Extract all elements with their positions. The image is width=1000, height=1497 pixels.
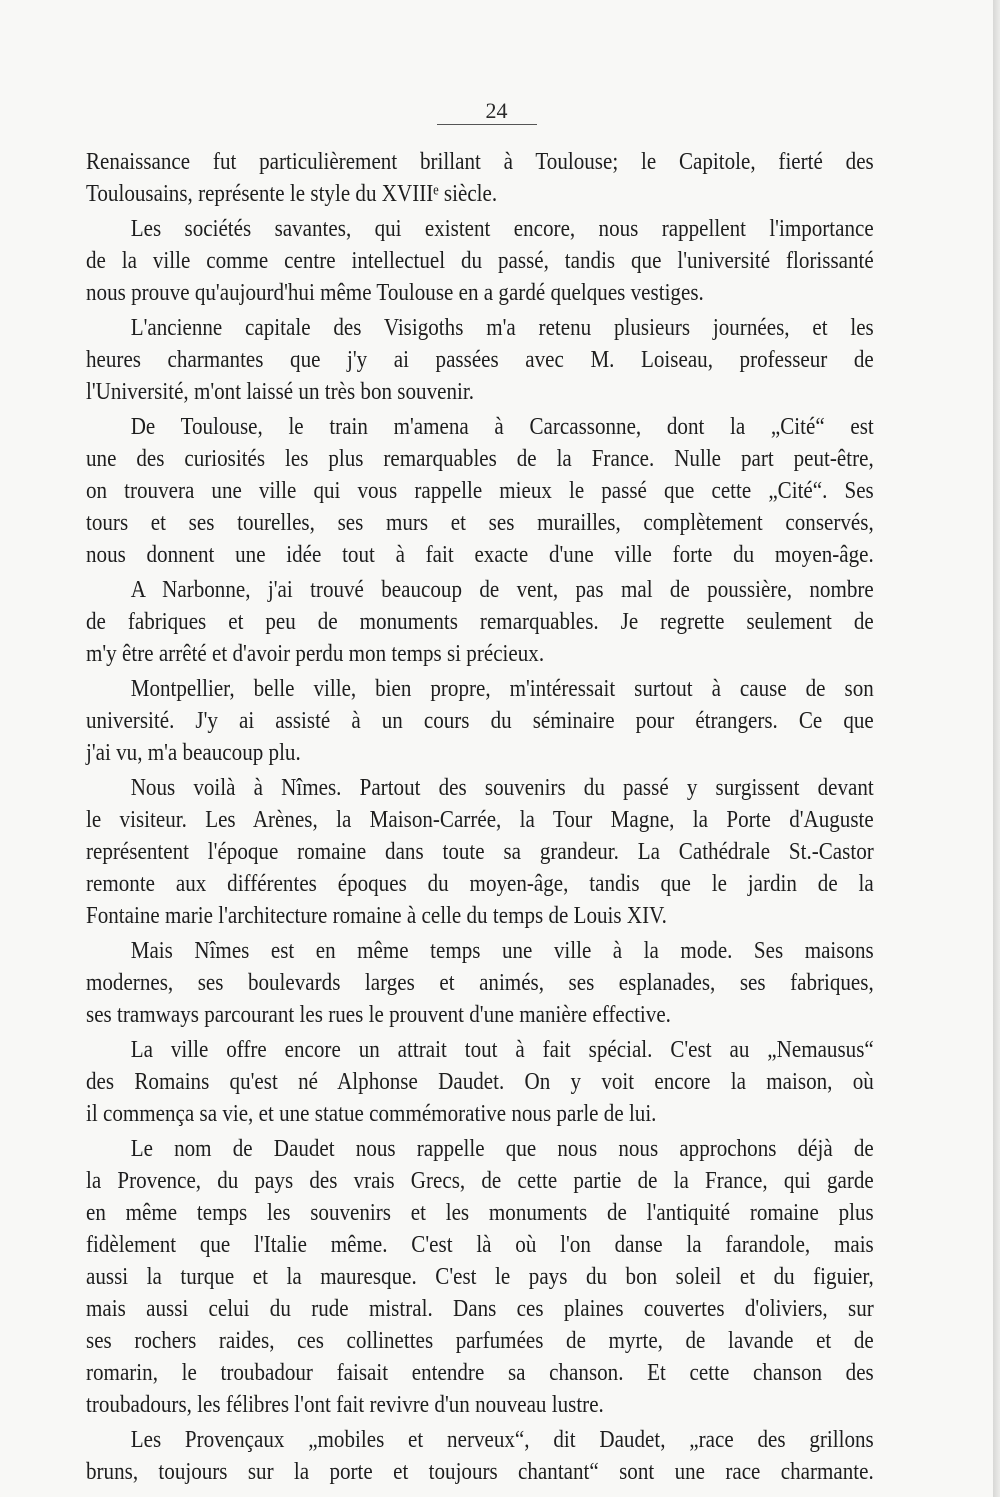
text-line: en même temps les souvenirs et les monuments de l'antiquité romaine plus (86, 1199, 874, 1226)
text-line: romarin, le troubadour faisait entendre sa chanson. Et cette chanson des (86, 1359, 874, 1386)
text-line: Les Provençaux „mobiles et nerveux“, dit Daudet, „race des grillons (130, 1426, 874, 1453)
text-line: fidèlement que l'Italie même. C'est là où l'on danse la farandole, mais (86, 1231, 874, 1258)
body-text (86, 146, 874, 1488)
text-line: de la ville comme centre intellectuel du passé, tandis que l'université florissanté (86, 247, 874, 274)
page-number-rule (437, 124, 537, 125)
text-line: ses tramways parcourant les rues le prouvent d'une manière effective. (86, 1001, 671, 1028)
text-line: Montpellier, belle ville, bien propre, m'intéressait surtout à cause de son (130, 675, 874, 702)
text-line: troubadours, les félibres l'ont fait revivre d'un nouveau lustre. (86, 1391, 604, 1418)
text-line: Renaissance fut particulièrement brillant à Toulouse; le Capitole, fierté des (86, 148, 874, 175)
text-line: m'y être arrêté et d'avoir perdu mon temps si précieux. (86, 640, 545, 667)
text-line: de fabriques et peu de monuments remarquables. Je regrette seulement de (86, 608, 874, 635)
paragraph (86, 146, 874, 210)
text-line: bruns, toujours sur la porte et toujours chantant“ sont une race charmante. (86, 1458, 874, 1485)
paragraph (86, 673, 874, 769)
text-line: nous prouve qu'aujourd'hui même Toulouse en a gardé quelques vestiges. (86, 279, 704, 306)
text-line: j'ai vu, m'a beaucoup plu. (86, 739, 301, 766)
text-line: Les sociétés savantes, qui existent encore, nous rappellent l'importance (130, 215, 874, 242)
paragraph (86, 312, 874, 408)
paragraph (86, 935, 874, 1031)
text-line: La ville offre encore un attrait tout à fait spécial. C'est au „Nemausus“ (130, 1036, 874, 1063)
text-line: ses rochers raides, ces collinettes parfumées de myrte, de lavande et de (86, 1327, 874, 1354)
text-line: des Romains qu'est né Alphonse Daudet. On y voit encore la maison, où (86, 1068, 874, 1095)
text-line: la Provence, du pays des vrais Grecs, de cette partie de la France, qui garde (86, 1167, 874, 1194)
text-line: De Toulouse, le train m'amena à Carcassonne, dont la „Cité“ est (130, 413, 874, 440)
text-line: il commença sa vie, et une statue commémorative nous parle de lui. (86, 1100, 657, 1127)
text-line: Toulousains, représente le style du XVIIIᵉ siècle. (86, 180, 498, 207)
paragraph (86, 1133, 874, 1421)
text-line: remonte aux différentes époques du moyen-âge, tandis que le jardin de la (86, 870, 874, 897)
text-line: le visiteur. Les Arènes, la Maison-Carrée, la Tour Magne, la Porte d'Auguste (86, 806, 874, 833)
text-line: l'Université, m'ont laissé un très bon souvenir. (86, 378, 474, 405)
paragraph (86, 1034, 874, 1130)
text-line: nous donnent une idée tout à fait exacte d'une ville forte du moyen-âge. (86, 541, 874, 568)
text-line: aussi la turque et la mauresque. C'est le pays du bon soleil et du figuier, (86, 1263, 874, 1290)
text-line: université. J'y ai assisté à un cours du séminaire pour étrangers. Ce que (86, 707, 874, 734)
paragraph (86, 772, 874, 932)
text-line: modernes, ses boulevards larges et animés, ses esplanades, ses fabriques, (86, 969, 874, 996)
text-line: L'ancienne capitale des Visigoths m'a retenu plusieurs journées, et les (130, 314, 874, 341)
page-edge (993, 0, 1000, 1497)
text-line: Fontaine marie l'architecture romaine à celle du temps de Louis XIV. (86, 902, 667, 929)
text-line: mais aussi celui du rude mistral. Dans ces plaines couvertes d'oliviers, sur (86, 1295, 874, 1322)
text-line: A Narbonne, j'ai trouvé beaucoup de vent, pas mal de poussière, nombre (130, 576, 874, 603)
text-line: Mais Nîmes est en même temps une ville à la mode. Ses maisons (130, 937, 874, 964)
text-line: Nous voilà à Nîmes. Partout des souvenirs du passé y surgissent devant (130, 774, 874, 801)
text-line: on trouvera une ville qui vous rappelle mieux le passé que cette „Cité“. Ses (86, 477, 874, 504)
paragraph (86, 411, 874, 571)
text-line: Le nom de Daudet nous rappelle que nous nous approchons déjà de (130, 1135, 874, 1162)
text-line: heures charmantes que j'y ai passées avec M. Loiseau, professeur de (86, 346, 874, 373)
paragraph (86, 1424, 874, 1488)
text-line: représentent l'époque romaine dans toute sa grandeur. La Cathédrale St.-Castor (86, 838, 874, 865)
paragraph (86, 574, 874, 670)
text-line: une des curiosités les plus remarquables de la France. Nulle part peut-être, (86, 445, 874, 472)
page-number: 24 (485, 98, 508, 123)
text-line: tours et ses tourelles, ses murs et ses murailles, complètement conservés, (86, 509, 874, 536)
paragraph (86, 213, 874, 309)
